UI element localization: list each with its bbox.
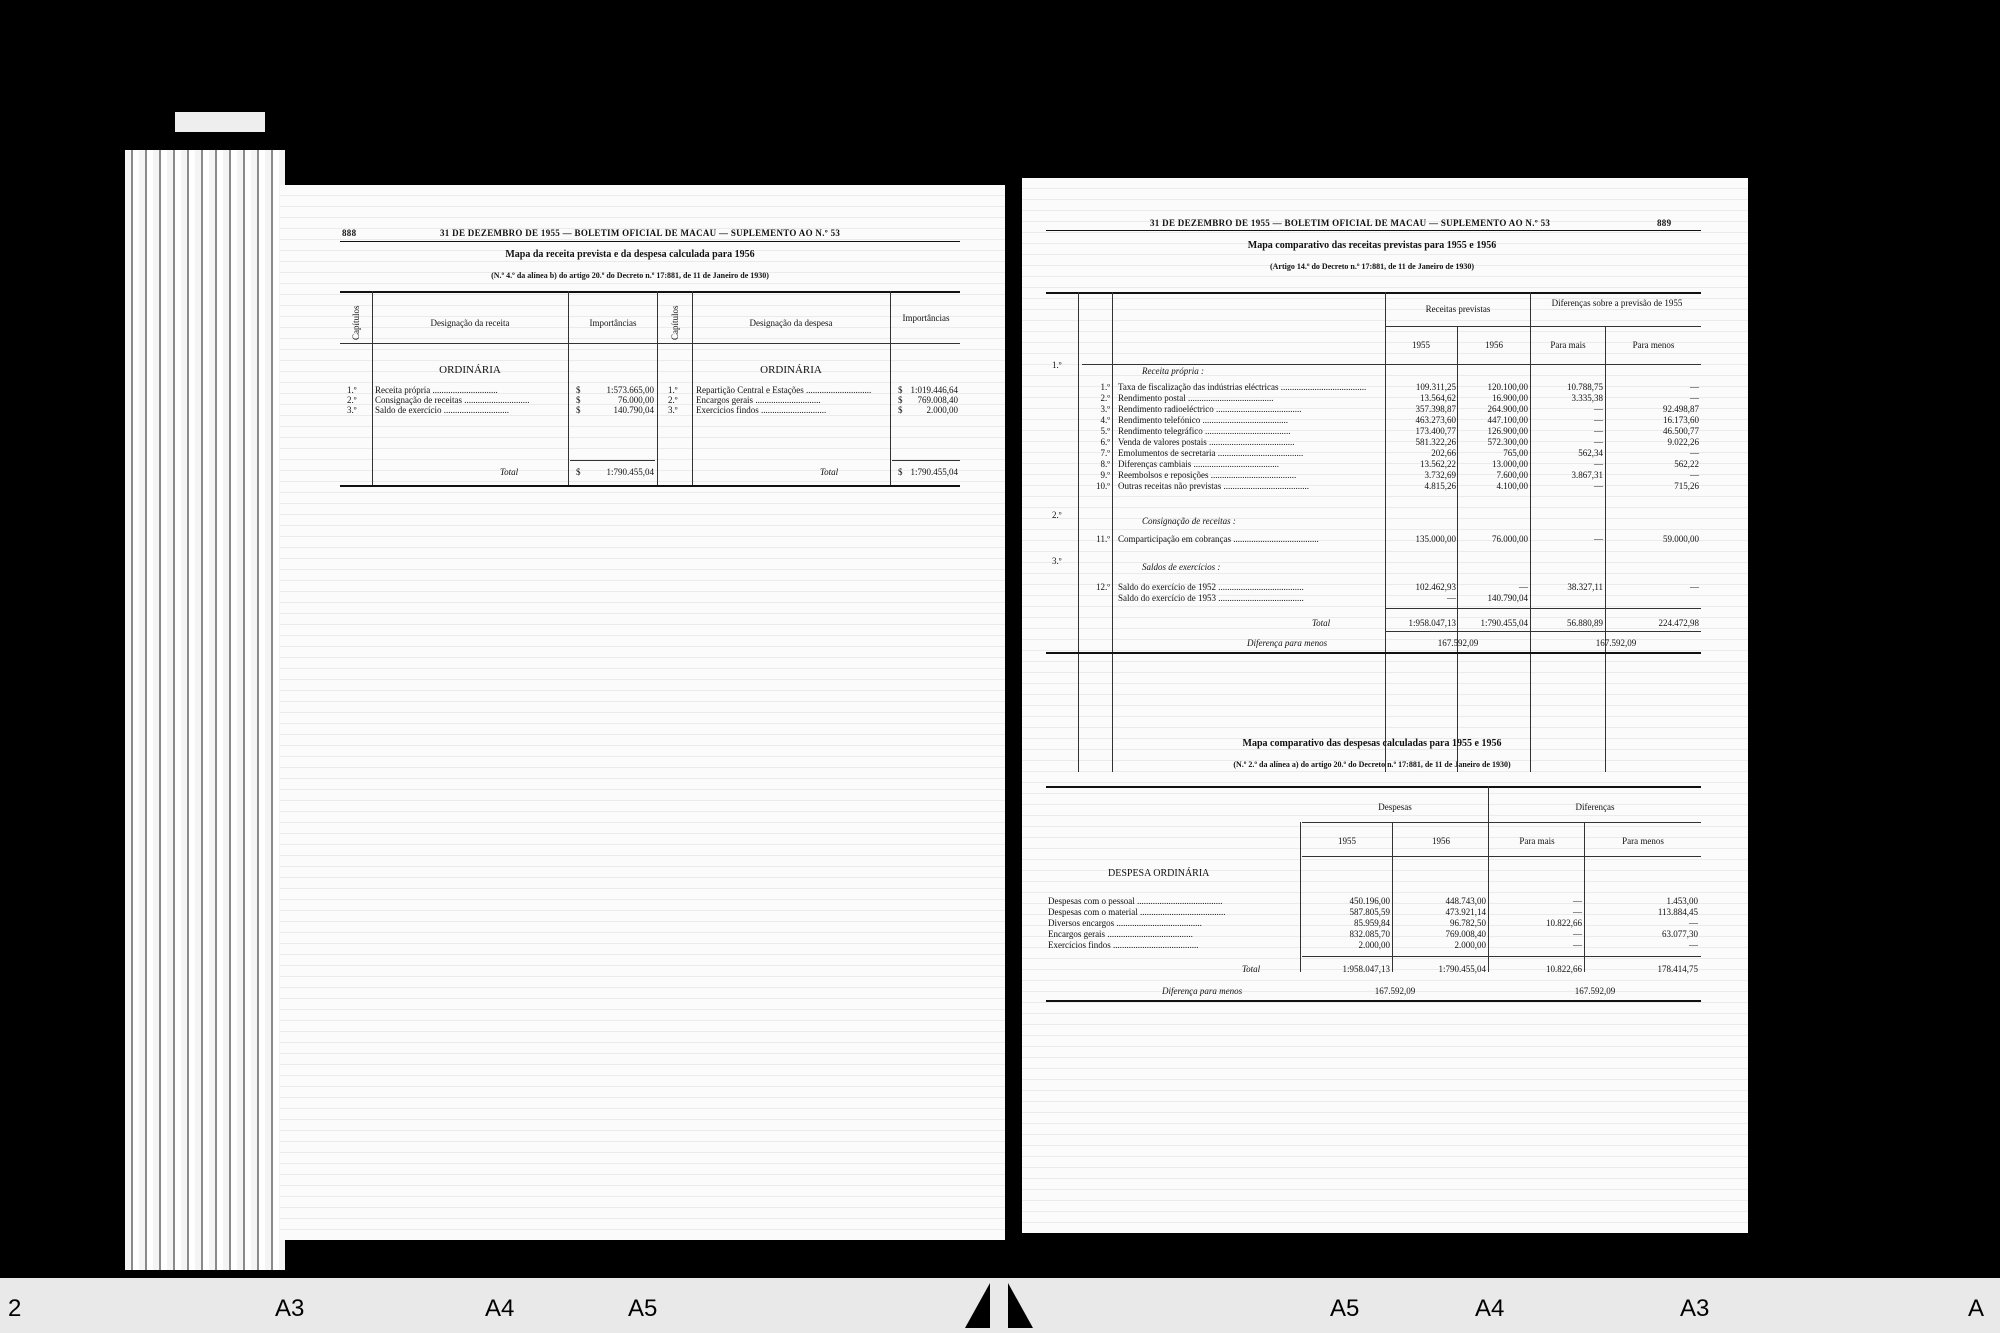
- importancias-header-2: Importâncias: [902, 313, 950, 323]
- rec-diff-label: Diferença para menos: [1247, 638, 1328, 648]
- left-page-number: 888: [342, 228, 357, 238]
- receita-row-value: 1:573.665,00: [606, 385, 654, 395]
- desp-row-1956: 96.782,50: [1450, 918, 1486, 928]
- rec-row-1955: 13.562,22: [1420, 459, 1456, 469]
- rec-row-label: Saldo do exercício de 1953 ......................................: [1118, 593, 1304, 603]
- rec-row-label: Venda de valores postais ......................................: [1118, 437, 1295, 447]
- despesa-total-cur: $: [898, 467, 903, 477]
- despesa-ordinaria-section: DESPESA ORDINÁRIA: [1108, 868, 1210, 879]
- rec-row-art: 4.º: [1100, 415, 1110, 425]
- rec-group-cap: 3.º: [1052, 556, 1062, 566]
- receita-total-value: 1:790.455,04: [606, 467, 654, 477]
- rec-row-label: Diferenças cambiais ......................................: [1118, 459, 1279, 469]
- rec-row-label: Rendimento postal ......................................: [1118, 393, 1274, 403]
- rec-row-art: 10.º: [1095, 481, 1110, 491]
- receita-row-value: 140.790,04: [613, 405, 654, 415]
- ruler-mark: A3: [1680, 1295, 1710, 1322]
- rec-row-1956: 76.000,00: [1492, 534, 1528, 544]
- rec-group-label: Saldos de exercícios :: [1142, 562, 1221, 572]
- rec-row-menos: 16.173,60: [1663, 415, 1699, 425]
- desp-total-1956: 1:790.455,04: [1438, 964, 1486, 974]
- rec-row-art: 2.º: [1100, 393, 1110, 403]
- desp-row-menos: 113.884,45: [1657, 907, 1698, 917]
- rec-row-mais: 3.867,31: [1571, 470, 1603, 480]
- desp-total-menos: 178.414,75: [1657, 964, 1698, 974]
- rec-row-menos: 562,22: [1674, 459, 1699, 469]
- despesa-total-label: Total: [820, 467, 839, 477]
- left-running-header: 31 DE DEZEMBRO DE 1955 — BOLETIM OFICIAL DE MACAU — SUPLEMENTO AO N.º 53: [440, 228, 841, 238]
- desp-row-menos: 1.453,00: [1666, 896, 1698, 906]
- desp-row-menos: 63.077,30: [1662, 929, 1698, 939]
- receita-row-label: Consignação de receitas .............................: [375, 395, 530, 405]
- rec-diff-2: 167.592,09: [1595, 638, 1637, 648]
- desp-total-1955: 1:958.047,13: [1342, 964, 1390, 974]
- ruler-mark: 2: [8, 1295, 22, 1322]
- desp-row-1955: 587.805,59: [1349, 907, 1390, 917]
- receita-row-label: Saldo de exercício .............................: [375, 405, 509, 415]
- rec-row-mais: —: [1594, 481, 1603, 491]
- capitulos-header: Capítulos: [351, 305, 361, 340]
- rec-row-1956: 120.100,00: [1487, 382, 1528, 392]
- rec-row-1956: 572.300,00: [1487, 437, 1528, 447]
- right-page: [1022, 178, 1748, 1233]
- desp-row-label: Despesas com o material ......................................: [1048, 907, 1226, 917]
- receita-row-cur: $: [576, 385, 581, 395]
- desp-row-label: Encargos gerais ......................................: [1048, 929, 1193, 939]
- rec-row-mais: 38.327,11: [1567, 582, 1603, 592]
- despesa-row-cur: $: [898, 395, 903, 405]
- ruler-mark: A4: [485, 1295, 515, 1322]
- rec-row-mais: —: [1594, 534, 1603, 544]
- ruler-notch-left: [965, 1283, 990, 1328]
- diferencas-header: Diferenças: [1575, 802, 1615, 812]
- rec-row-art: 7.º: [1100, 448, 1110, 458]
- receita-row-cur: $: [576, 405, 581, 415]
- rec-row-art: 6.º: [1100, 437, 1110, 447]
- receita-row-num: 2.º: [347, 395, 357, 405]
- receita-section: ORDINÁRIA: [439, 364, 501, 376]
- rec-diff-1: 167.592,09: [1437, 638, 1479, 648]
- desp-row-1955: 832.085,70: [1349, 929, 1390, 939]
- despesas-header: Despesas: [1378, 802, 1412, 812]
- desp-row-mais: —: [1573, 907, 1582, 917]
- despesa-row-cur: $: [898, 385, 903, 395]
- rec-row-art: 3.º: [1100, 404, 1110, 414]
- desp-1955-header: 1955: [1338, 836, 1356, 846]
- ruler-mark: A3: [275, 1295, 305, 1322]
- ruler-notch-right: [1008, 1283, 1033, 1328]
- rec-row-art: 1.º: [1100, 382, 1110, 392]
- left-page: [280, 185, 1005, 1240]
- receita-row-num: 3.º: [347, 405, 357, 415]
- rec-row-label: Taxa de fiscalização das indústrias eléctricas ......................................: [1118, 382, 1367, 392]
- rec-row-1955: 102.462,93: [1415, 582, 1456, 592]
- rec-row-label: Emolumentos de secretaria ......................................: [1118, 448, 1304, 458]
- rec-row-art: 8.º: [1100, 459, 1110, 469]
- rec-row-mais: 3.335,38: [1571, 393, 1603, 403]
- despesa-row-label: Repartição Central e Estações .............................: [696, 385, 872, 395]
- rec-row-art: 5.º: [1100, 426, 1110, 436]
- rec-row-label: Comparticipação em cobranças ......................................: [1118, 534, 1319, 544]
- desp-row-mais: —: [1573, 929, 1582, 939]
- desp-diff-2: 167.592,09: [1574, 986, 1616, 996]
- rec-row-1956: 13.000,00: [1492, 459, 1528, 469]
- rec-row-menos: —: [1690, 448, 1699, 458]
- receita-row-value: 76.000,00: [618, 395, 654, 405]
- receita-row-num: 1.º: [347, 385, 357, 395]
- rec-row-1956: 126.900,00: [1487, 426, 1528, 436]
- rec-row-menos: —: [1690, 393, 1699, 403]
- rec-group-label: Consignação de receitas :: [1142, 516, 1236, 526]
- capitulos-header-2: Capítulos: [670, 305, 680, 340]
- rec-1955-header: 1955: [1412, 340, 1430, 350]
- receita-row-label: Receita própria .............................: [375, 385, 498, 395]
- rec-total-mais: 56.880,89: [1567, 618, 1603, 628]
- receitas-title: Mapa comparativo das receitas previstas para 1955 e 1956: [1247, 240, 1497, 251]
- rec-row-mais: —: [1594, 415, 1603, 425]
- desp-para-mais-header: Para mais: [1519, 836, 1555, 846]
- rec-row-1955: 173.400,77: [1415, 426, 1456, 436]
- rec-row-1956: 264.900,00: [1487, 404, 1528, 414]
- rec-para-mais-header: Para mais: [1550, 340, 1586, 350]
- rec-total-1955: 1:958.047,13: [1408, 618, 1456, 628]
- desp-row-1956: 2.000,00: [1454, 940, 1486, 950]
- ruler-mark: A4: [1475, 1295, 1505, 1322]
- rec-row-mais: —: [1594, 404, 1603, 414]
- desp-diff-label: Diferença para menos: [1162, 986, 1243, 996]
- desp-row-menos: —: [1689, 918, 1698, 928]
- desp-1956-header: 1956: [1432, 836, 1450, 846]
- rec-row-1955: 4.815,26: [1424, 481, 1456, 491]
- rec-1956-header: 1956: [1485, 340, 1503, 350]
- desp-row-1955: 85.959,84: [1354, 918, 1390, 928]
- page-stack: [125, 150, 285, 1270]
- rec-row-label: Outras receitas não previstas ......................................: [1118, 481, 1309, 491]
- despesa-row-value: 769.008,40: [917, 395, 958, 405]
- rec-row-menos: 59.000,00: [1663, 534, 1699, 544]
- rec-para-menos-header: Para menos: [1632, 340, 1675, 350]
- right-page-number: 889: [1657, 218, 1672, 228]
- receitas-previstas-header: Receitas previstas: [1425, 304, 1491, 314]
- rec-row-label: Rendimento telegráfico ......................................: [1118, 426, 1291, 436]
- despesa-row-num: 3.º: [668, 405, 678, 415]
- desp-diff-1: 167.592,09: [1374, 986, 1416, 996]
- rec-group-cap: 2.º: [1052, 510, 1062, 520]
- desp-row-1956: 769.008,40: [1445, 929, 1486, 939]
- rec-row-mais: —: [1594, 426, 1603, 436]
- ruler-mark: A5: [628, 1295, 658, 1322]
- rec-row-1955: —: [1447, 593, 1456, 603]
- receita-total-label: Total: [500, 467, 519, 477]
- desp-total-mais: 10.822,66: [1546, 964, 1582, 974]
- rec-row-menos: 46.500,77: [1663, 426, 1699, 436]
- rec-row-1956: 16.900,00: [1492, 393, 1528, 403]
- despesas-subtitle: (N.º 2.º da alínea a) do artigo 20.º do Decreto n.º 17:881, de 11 de Janeiro de 1930): [1233, 760, 1511, 769]
- despesa-row-num: 1.º: [668, 385, 678, 395]
- rec-row-label: Saldo do exercício de 1952 ......................................: [1118, 582, 1304, 592]
- desp-row-1955: 450.196,00: [1349, 896, 1390, 906]
- desp-row-1956: 473.921,14: [1445, 907, 1486, 917]
- rec-row-1956: 7.600,00: [1496, 470, 1528, 480]
- despesa-row-num: 2.º: [668, 395, 678, 405]
- designacao-despesa-header: Designação da despesa: [749, 318, 833, 328]
- desp-row-mais: —: [1573, 896, 1582, 906]
- desp-row-1955: 2.000,00: [1358, 940, 1390, 950]
- despesa-total-value: 1:790.455,04: [910, 467, 958, 477]
- rec-row-1956: 447.100,00: [1487, 415, 1528, 425]
- rec-row-mais: 562,34: [1578, 448, 1603, 458]
- desp-row-label: Exercícios findos ......................................: [1048, 940, 1199, 950]
- rec-row-menos: —: [1690, 382, 1699, 392]
- rec-row-1956: —: [1519, 582, 1528, 592]
- despesa-section: ORDINÁRIA: [760, 364, 822, 376]
- desp-row-mais: —: [1573, 940, 1582, 950]
- rec-group-cap: 1.º: [1052, 360, 1062, 370]
- ruler-mark: A5: [1330, 1295, 1360, 1322]
- despesa-row-value: 1:019.446,64: [910, 385, 958, 395]
- diferencas-previsao-header: Diferenças sobre a previsão de 1955: [1551, 298, 1683, 308]
- rec-row-art: 11.º: [1096, 534, 1110, 544]
- despesa-row-label: Encargos gerais .............................: [696, 395, 821, 405]
- desp-total-label: Total: [1242, 964, 1261, 974]
- rec-row-menos: —: [1690, 582, 1699, 592]
- desp-row-mais: 10.822,66: [1546, 918, 1582, 928]
- despesas-title: Mapa comparativo das despesas calculadas para 1955 e 1956: [1242, 738, 1502, 749]
- page-stack-top: [175, 112, 265, 132]
- desp-row-label: Diversos encargos ......................................: [1048, 918, 1202, 928]
- rec-group-label: Receita própria :: [1142, 366, 1204, 376]
- rec-row-1955: 109.311,25: [1415, 382, 1456, 392]
- rec-row-1955: 135.000,00: [1415, 534, 1456, 544]
- rec-row-menos: —: [1690, 470, 1699, 480]
- desp-para-menos-header: Para menos: [1622, 836, 1664, 846]
- rec-row-label: Rendimento radioeléctrico ......................................: [1118, 404, 1302, 414]
- ruler-mark: A: [1968, 1295, 1985, 1322]
- rec-row-mais: —: [1594, 459, 1603, 469]
- rec-total-label: Total: [1312, 618, 1331, 628]
- designacao-receita-header: Designação da receita: [430, 318, 510, 328]
- rec-row-1956: 765,00: [1503, 448, 1528, 458]
- rec-row-art: 9.º: [1100, 470, 1110, 480]
- left-table-title: Mapa da receita prevista e da despesa calculada para 1956: [505, 249, 755, 260]
- desp-row-1956: 448.743,00: [1445, 896, 1486, 906]
- rec-row-1955: 463.273,60: [1415, 415, 1456, 425]
- right-running-header: 31 DE DEZEMBRO DE 1955 — BOLETIM OFICIAL DE MACAU — SUPLEMENTO AO N.º 53: [1150, 218, 1551, 228]
- rec-row-1955: 13.564,62: [1420, 393, 1456, 403]
- rec-total-1956: 1:790.455,04: [1480, 618, 1528, 628]
- rec-total-menos: 224.472,98: [1658, 618, 1699, 628]
- rec-row-1956: 140.790,04: [1487, 593, 1528, 603]
- desp-row-label: Despesas com o pessoal ......................................: [1048, 896, 1223, 906]
- rec-row-1955: 357.398,87: [1415, 404, 1456, 414]
- rec-row-label: Rendimento telefónico ......................................: [1118, 415, 1288, 425]
- rec-row-art: 12.º: [1095, 582, 1110, 592]
- importancias-header-1: Importâncias: [589, 318, 637, 328]
- despesa-row-cur: $: [898, 405, 903, 415]
- rec-row-menos: 92.498,87: [1663, 404, 1699, 414]
- rec-row-menos: 9.022,26: [1667, 437, 1699, 447]
- rec-row-mais: —: [1594, 437, 1603, 447]
- despesa-row-label: Exercícios findos .............................: [696, 405, 827, 415]
- rec-row-1955: 202,66: [1431, 448, 1456, 458]
- rec-row-1956: 4.100,00: [1496, 481, 1528, 491]
- despesa-row-value: 2.000,00: [926, 405, 958, 415]
- desp-row-menos: —: [1689, 940, 1698, 950]
- receitas-subtitle: (Artigo 14.º do Decreto n.º 17:881, de 11 de Janeiro de 1930): [1269, 262, 1475, 271]
- receita-total-cur: $: [576, 467, 581, 477]
- receita-row-cur: $: [576, 395, 581, 405]
- left-table-subtitle: (N.º 4.º da alínea b) do artigo 20.º do Decreto n.º 17:881, de 11 de Janeiro de 1930): [491, 271, 769, 280]
- rec-row-1955: 3.732,69: [1424, 470, 1456, 480]
- rec-row-menos: 715,26: [1674, 481, 1699, 491]
- rec-row-1955: 581.322,26: [1415, 437, 1456, 447]
- rec-row-label: Reembolsos e reposições ......................................: [1118, 470, 1297, 480]
- rec-row-mais: 10.788,75: [1567, 382, 1603, 392]
